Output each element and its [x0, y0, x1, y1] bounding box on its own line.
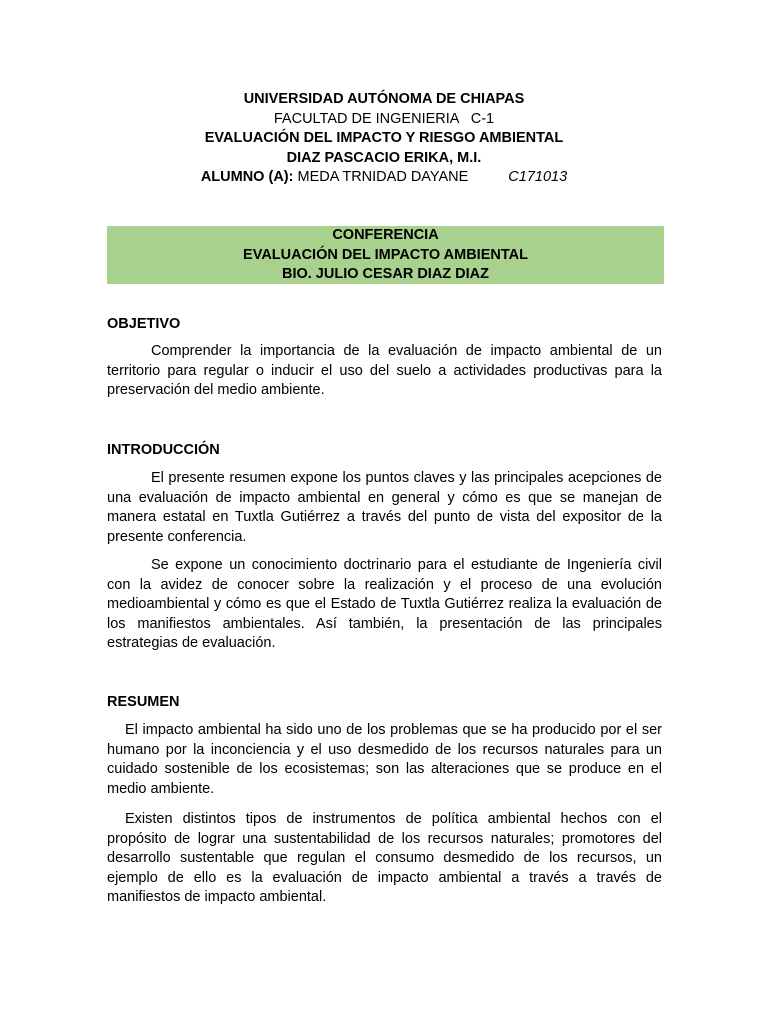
course-name: EVALUACIÓN DEL IMPACTO Y RIESGO AMBIENTAL	[204, 130, 564, 146]
resumen-paragraph-2: Existen distintos tipos de instrumentos de política ambiental hechos con el propósito de lograr una sustentabilidad de los recursos naturales; promotores del desarrollo sustentable que regulan el consumo desmedido de los recursos, un ejemplo de ello es la evaluación de impacto ambiental a través a través de manifiestos de impacto ambiental.	[107, 811, 662, 906]
introduccion-paragraph-1: El presente resumen expone los puntos claves y las principales acepciones de una evaluación de impacto ambiental en general y cómo es que se manejan de manera estatal en Tuxtla Gutiérrez a través del punto de vista del expositor de la presente conferencia.	[107, 470, 662, 545]
banner-line-3: BIO. JULIO CESAR DIAZ DIAZ	[281, 266, 490, 282]
conference-banner	[107, 226, 664, 284]
faculty-name: FACULTAD DE INGENIERIA C-1	[273, 110, 495, 127]
university-name: UNIVERSIDAD AUTÓNOMA DE CHIAPAS	[243, 91, 525, 107]
section-heading-objetivo: OBJETIVO	[107, 316, 181, 332]
teacher-name: DIAZ PASCACIO ERIKA, M.I.	[286, 149, 482, 166]
objetivo-paragraph: Comprender la importancia de la evaluación de impacto ambiental de un territorio para regular o inducir el uso del suelo a actividades productivas para la preservación del medio ambiente.	[107, 343, 662, 399]
banner-line-1: CONFERENCIA	[332, 227, 439, 243]
student-line	[0, 168, 768, 188]
student-label: ALUMNO (A):	[200, 169, 294, 185]
section-heading-introduccion: INTRODUCCIÓN	[107, 442, 220, 458]
introduccion-paragraph-2: Se expone un conocimiento doctrinario para el estudiante de Ingeniería civil con la avidez de conocer sobre la realización y el proceso de una evolución medioambiental y cómo es que el Estado de Tuxtla Gutiérrez realiza la evaluación de los manifiestos ambientales. Así también, la presentación de las principales estrategias de evaluación.	[107, 557, 662, 652]
section-heading-resumen: RESUMEN	[107, 694, 180, 710]
banner-line-2: EVALUACIÓN DEL IMPACTO AMBIENTAL	[243, 246, 528, 263]
student-name: MEDA TRNIDAD DAYANE	[297, 169, 469, 185]
document-header	[0, 90, 768, 188]
student-id: C171013	[508, 169, 568, 185]
resumen-paragraph-1: El impacto ambiental ha sido uno de los problemas que se ha producido por el ser humano por la inconciencia y el uso desmedido de los recursos naturales para un cuidado sostenible de los ecosistemas; son las alteraciones que se produce en el medio ambiente.	[107, 722, 662, 797]
